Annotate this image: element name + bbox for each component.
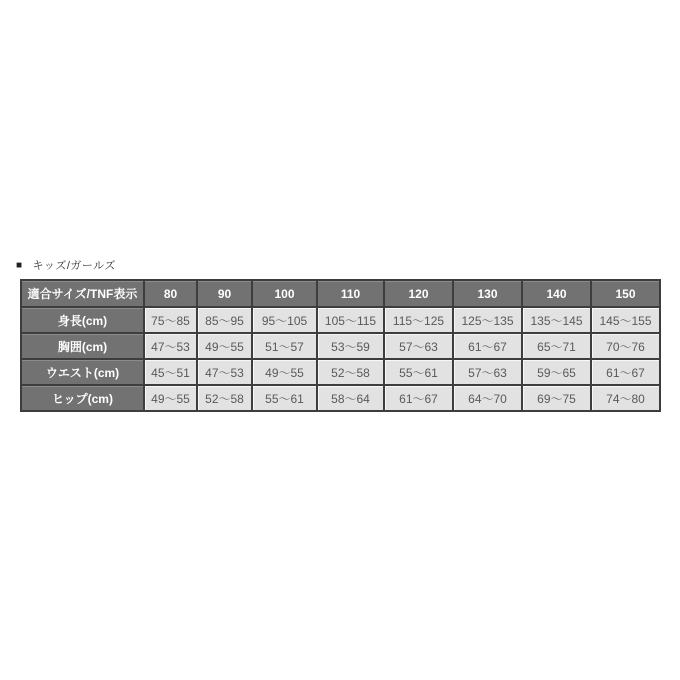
size-chart-table <box>20 279 661 412</box>
table-cell: 52～58 <box>317 359 384 385</box>
table-row-waist <box>21 359 660 385</box>
table-cell: 55～61 <box>252 385 317 411</box>
table-cell: 135～145 <box>522 307 591 333</box>
table-cell: 70～76 <box>591 333 660 359</box>
header-cell-size-120: 120 <box>384 280 453 307</box>
table-cell: 49～55 <box>197 333 252 359</box>
table-cell: 75～85 <box>144 307 197 333</box>
header-cell-size-100: 100 <box>252 280 317 307</box>
table-row-height <box>21 307 660 333</box>
header-cell-size-label: 適合サイズ/TNF表示 <box>21 280 144 307</box>
table-cell: 105～115 <box>317 307 384 333</box>
square-bullet-icon: ■ <box>16 259 23 271</box>
header-cell-size-110: 110 <box>317 280 384 307</box>
header-cell-size-140: 140 <box>522 280 591 307</box>
table-header-row <box>21 280 660 307</box>
table-cell: 65～71 <box>522 333 591 359</box>
row-label-waist: ウエスト(cm) <box>21 359 144 385</box>
table-row-chest <box>21 333 660 359</box>
table-cell: 85～95 <box>197 307 252 333</box>
table-cell: 61～67 <box>453 333 522 359</box>
table-cell: 47～53 <box>144 333 197 359</box>
table-row-hip <box>21 385 660 411</box>
table-cell: 57～63 <box>453 359 522 385</box>
header-cell-size-80: 80 <box>144 280 197 307</box>
row-label-height: 身長(cm) <box>21 307 144 333</box>
table-cell: 59～65 <box>522 359 591 385</box>
table-cell: 95～105 <box>252 307 317 333</box>
header-cell-size-90: 90 <box>197 280 252 307</box>
table-cell: 49～55 <box>144 385 197 411</box>
table-cell: 64～70 <box>453 385 522 411</box>
table-cell: 145～155 <box>591 307 660 333</box>
section-title <box>16 257 116 273</box>
table-cell: 61～67 <box>591 359 660 385</box>
row-label-hip: ヒップ(cm) <box>21 385 144 411</box>
table-cell: 74～80 <box>591 385 660 411</box>
table-cell: 55～61 <box>384 359 453 385</box>
header-cell-size-130: 130 <box>453 280 522 307</box>
table-cell: 69～75 <box>522 385 591 411</box>
table-cell: 49～55 <box>252 359 317 385</box>
section-title-label: キッズ/ガールズ <box>32 260 116 272</box>
table-cell: 115～125 <box>384 307 453 333</box>
table-cell: 57～63 <box>384 333 453 359</box>
table-cell: 58～64 <box>317 385 384 411</box>
table-cell: 45～51 <box>144 359 197 385</box>
table-cell: 51～57 <box>252 333 317 359</box>
table-cell: 61～67 <box>384 385 453 411</box>
row-label-chest: 胸囲(cm) <box>21 333 144 359</box>
header-cell-size-150: 150 <box>591 280 660 307</box>
table-cell: 125～135 <box>453 307 522 333</box>
table-cell: 52～58 <box>197 385 252 411</box>
table-cell: 47～53 <box>197 359 252 385</box>
table-cell: 53～59 <box>317 333 384 359</box>
